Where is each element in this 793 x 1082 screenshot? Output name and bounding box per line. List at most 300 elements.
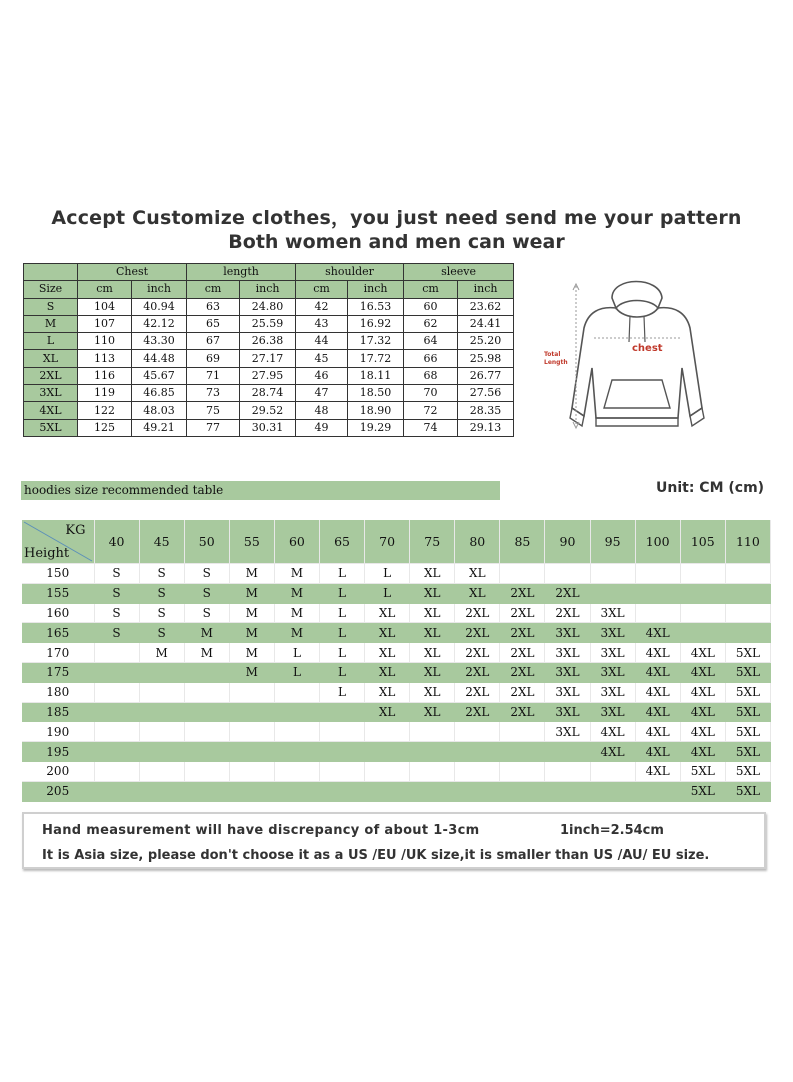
recommended-size-cell: M [229,643,274,663]
note-box [22,812,766,869]
recommended-size-cell: XL [365,643,410,663]
recommended-size-cell: 2XL [545,583,590,603]
recommended-size-cell: 4XL [680,722,725,742]
recommended-size-cell [139,662,184,682]
recommended-size-cell: 4XL [635,623,680,643]
recommended-size-cell: M [139,643,184,663]
weight-header-cell: 45 [139,520,184,564]
recommended-size-cell: 5XL [725,702,770,722]
recommended-size-cell: M [229,564,274,584]
unit-header-cell: inch [240,281,296,298]
recommended-size-cell [319,781,364,801]
recommended-size-cell [635,603,680,623]
recommended-size-cell: XL [455,583,500,603]
recommended-size-cell: M [184,643,229,663]
recommended-size-cell [274,742,319,762]
height-row [22,603,771,623]
recommended-size-cell: M [274,623,319,643]
measurement-cell: 66 [404,350,458,367]
recommended-size-cell: 4XL [635,682,680,702]
recommended-size-cell [274,761,319,781]
recommended-size-cell [410,722,455,742]
measurement-cell: 77 [187,419,240,436]
recommended-size-cell [410,761,455,781]
recommended-size-cell [500,742,545,762]
measurement-cell: 16.53 [348,298,404,315]
inch-conversion-note: 1inch=2.54cm [560,823,664,838]
measurement-cell: 48.03 [132,402,187,419]
weight-header-cell: 80 [455,520,500,564]
recommended-size-cell [365,761,410,781]
group-header-cell: Chest [78,264,187,281]
size-row [24,350,514,367]
left-cuff [570,408,584,426]
recommended-size-cell: 2XL [500,583,545,603]
recommended-size-cell: 4XL [590,722,635,742]
recommended-size-cell: S [139,623,184,643]
size-header-cell: Size [24,281,78,298]
blank-header-cell [24,264,78,281]
recommended-size-cell [725,603,770,623]
recommended-size-cell: 2XL [500,682,545,702]
recommended-size-cell [590,564,635,584]
recommended-size-cell [139,761,184,781]
measurement-cell: 26.38 [240,333,296,350]
recommended-size-cell: M [229,603,274,623]
recommended-size-cell: M [184,623,229,643]
measurement-cell: 45.67 [132,367,187,384]
measurement-discrepancy-note: Hand measurement will have discrepancy of about 1-3cm [42,823,480,838]
recommended-size-cell [139,722,184,742]
measurement-cell: 122 [78,402,132,419]
recommended-size-cell [545,742,590,762]
recommended-size-cell: M [229,662,274,682]
recommended-size-cell: 2XL [500,702,545,722]
hem [596,418,678,426]
measurement-cell: 27.56 [458,385,514,402]
recommended-size-cell [545,761,590,781]
recommended-size-cell [184,742,229,762]
recommended-size-cell: 5XL [725,761,770,781]
height-cell: 190 [22,722,94,742]
height-cell: 185 [22,702,94,722]
measurement-cell: 18.11 [348,367,404,384]
recommended-size-cell [229,761,274,781]
recommended-size-cell [94,781,139,801]
measurement-cell: 29.52 [240,402,296,419]
recommended-size-cell: XL [410,603,455,623]
measurement-cell: 125 [78,419,132,436]
measurement-cell: 18.90 [348,402,404,419]
recommended-size-cell [410,742,455,762]
recommended-size-cell [410,781,455,801]
recommended-size-cell: 4XL [635,702,680,722]
recommended-size-cell: XL [365,603,410,623]
recommended-size-cell [139,682,184,702]
measurement-cell: 45 [296,350,348,367]
right-cuff [690,408,704,426]
recommended-size-cell: 2XL [455,603,500,623]
size-row [24,367,514,384]
measurement-cell: 30.31 [240,419,296,436]
measurement-cell: 68 [404,367,458,384]
height-cell: 170 [22,643,94,663]
recommended-size-cell [680,583,725,603]
measurement-cell: 47 [296,385,348,402]
recommended-size-cell [500,722,545,742]
height-row [22,781,771,801]
recommended-size-cell: L [319,603,364,623]
recommended-size-cell: S [184,564,229,584]
recommended-size-cell: 4XL [635,742,680,762]
recommended-size-cell [500,781,545,801]
recommended-size-cell [139,702,184,722]
height-row [22,623,771,643]
recommended-size-cell: 4XL [680,643,725,663]
recommended-size-cell [274,682,319,702]
recommended-size-cell [229,702,274,722]
recommended-size-cell [455,761,500,781]
recommended-size-cell [680,603,725,623]
recommended-size-cell: XL [410,643,455,663]
measurement-cell: 72 [404,402,458,419]
measurement-cell: 43 [296,315,348,332]
recommended-size-cell: M [229,583,274,603]
recommended-size-cell: S [139,564,184,584]
measurement-cell: 69 [187,350,240,367]
measurement-cell: 25.98 [458,350,514,367]
measurement-cell: 104 [78,298,132,315]
unit-header-cell: inch [348,281,404,298]
recommended-size-cell [635,781,680,801]
recommended-size-cell: 5XL [725,643,770,663]
measurement-cell: 64 [404,333,458,350]
recommended-size-cell: 2XL [455,662,500,682]
recommended-size-cell: 3XL [590,623,635,643]
recommended-size-cell: L [365,583,410,603]
recommended-size-cell: L [319,682,364,702]
recommended-size-cell [319,761,364,781]
size-row [24,419,514,436]
measurement-cell: 25.59 [240,315,296,332]
recommended-size-cell: 2XL [500,623,545,643]
recommended-size-cell [184,722,229,742]
recommended-size-cell [94,761,139,781]
recommended-size-cell [455,781,500,801]
height-row [22,662,771,682]
recommended-size-cell [94,662,139,682]
measurement-cell: 119 [78,385,132,402]
recommended-size-cell: XL [365,623,410,643]
unit-header-cell: cm [296,281,348,298]
recommended-size-cell [365,722,410,742]
recommended-size-cell: 5XL [725,722,770,742]
recommended-size-cell: 2XL [500,603,545,623]
recommended-size-cell: S [139,603,184,623]
height-cell: 205 [22,781,94,801]
size-chart-table [23,263,514,437]
height-cell: 160 [22,603,94,623]
unit-header-row [24,281,514,298]
recommended-size-cell: XL [365,702,410,722]
recommended-size-cell [274,781,319,801]
recommended-size-cell: S [94,564,139,584]
size-row [24,298,514,315]
height-cell: 180 [22,682,94,702]
recommended-size-cell: XL [365,662,410,682]
recommended-size-cell [319,722,364,742]
recommended-size-cell [229,781,274,801]
recommended-size-cell [229,722,274,742]
recommended-size-cell: 4XL [680,682,725,702]
hoodie-diagram [540,268,732,436]
weight-header-cell: 90 [545,520,590,564]
recommended-size-cell: S [184,583,229,603]
weight-header-cell: 105 [680,520,725,564]
measurement-cell: 73 [187,385,240,402]
recommended-size-cell: XL [410,564,455,584]
measurement-cell: 23.62 [458,298,514,315]
measurement-cell: 44.48 [132,350,187,367]
measurement-cell: 27.17 [240,350,296,367]
group-header-cell: length [187,264,296,281]
measurement-cell: 75 [187,402,240,419]
unit-header-cell: inch [132,281,187,298]
recommended-size-cell [455,742,500,762]
recommended-size-cell [139,781,184,801]
measurement-cell: 116 [78,367,132,384]
recommended-size-cell: L [319,623,364,643]
height-axis-label: Height [24,546,70,561]
measurement-cell: 27.95 [240,367,296,384]
recommended-size-cell [229,682,274,702]
recommended-size-cell: XL [365,682,410,702]
size-label-cell: L [24,333,78,350]
hoodie-body-outline [572,308,702,418]
height-cell: 200 [22,761,94,781]
weight-header-cell: 100 [635,520,680,564]
unit-header-cell: cm [187,281,240,298]
weight-header-cell: 110 [725,520,770,564]
recommended-size-cell [545,564,590,584]
recommended-size-cell: 2XL [500,643,545,663]
recommended-size-cell: 5XL [680,761,725,781]
group-header-cell: shoulder [296,264,404,281]
height-cell: 155 [22,583,94,603]
recommended-size-cell [635,564,680,584]
recommended-size-cell: XL [455,564,500,584]
drawstring-left [629,316,630,342]
recommended-size-cell: S [94,623,139,643]
size-label-cell: M [24,315,78,332]
recommended-size-cell [139,742,184,762]
recommended-size-cell: 4XL [635,722,680,742]
recommended-size-cell [545,781,590,801]
measurement-cell: 26.77 [458,367,514,384]
recommended-size-cell: 5XL [725,682,770,702]
weight-header-cell: 75 [410,520,455,564]
recommended-size-cell: M [274,564,319,584]
measurement-cell: 24.41 [458,315,514,332]
recommended-size-cell: XL [410,623,455,643]
recommended-size-cell: S [94,603,139,623]
recommended-size-cell: 3XL [590,682,635,702]
weight-header-cell: 50 [184,520,229,564]
recommended-size-cell: L [274,643,319,663]
size-row [24,333,514,350]
recommended-size-cell [365,781,410,801]
recommended-size-cell: 3XL [545,623,590,643]
recommended-size-cell [635,583,680,603]
recommended-size-cell: 5XL [680,781,725,801]
measurement-cell: 46.85 [132,385,187,402]
headline-unisex: Both women and men can wear [228,231,565,253]
weight-header-row [22,520,771,564]
recommended-size-cell: M [274,603,319,623]
recommended-size-cell: 3XL [590,603,635,623]
size-label-cell: 3XL [24,385,78,402]
recommended-size-cell: XL [410,702,455,722]
recommended-size-cell [94,643,139,663]
front-pocket [604,380,670,408]
weight-axis-label: KG [65,523,86,538]
weight-header-cell: 60 [274,520,319,564]
recommended-size-cell [94,742,139,762]
measurement-cell: 43.30 [132,333,187,350]
recommended-size-cell: 4XL [635,662,680,682]
recommended-size-cell: M [274,583,319,603]
measurement-cell: 28.74 [240,385,296,402]
recommended-size-cell: 3XL [590,702,635,722]
height-row [22,643,771,663]
measurement-cell: 60 [404,298,458,315]
height-row [22,722,771,742]
recommended-size-cell: 2XL [455,702,500,722]
length-label: Length [544,359,568,366]
height-cell: 150 [22,564,94,584]
measurement-cell: 16.92 [348,315,404,332]
height-row [22,742,771,762]
recommended-size-cell: 3XL [545,662,590,682]
measurement-cell: 40.94 [132,298,187,315]
measurement-cell: 49 [296,419,348,436]
recommended-size-cell: XL [410,583,455,603]
size-label-cell: 2XL [24,367,78,384]
hood-outline [612,282,662,309]
recommended-size-cell: 5XL [725,781,770,801]
recommended-size-cell [274,722,319,742]
recommended-size-cell: 2XL [455,643,500,663]
recommended-size-cell: 2XL [500,662,545,682]
recommended-size-cell [184,682,229,702]
size-label-cell: XL [24,350,78,367]
unit-label: Unit: CM (cm) [656,480,765,496]
size-row [24,385,514,402]
recommended-size-cell: 3XL [545,643,590,663]
asia-size-warning: It is Asia size, please don't choose it as a US /EU /UK size,it is smaller than US /AU/ EU size. [42,848,710,863]
recommended-size-cell [94,682,139,702]
recommended-size-cell: L [365,564,410,584]
measurement-cell: 25.20 [458,333,514,350]
height-row [22,702,771,722]
recommended-size-cell: 4XL [590,742,635,762]
recommended-size-cell: 4XL [635,761,680,781]
recommended-size-cell: XL [410,662,455,682]
recommended-size-cell: 3XL [545,682,590,702]
measurement-cell: 65 [187,315,240,332]
weight-header-cell: 70 [365,520,410,564]
height-row [22,682,771,702]
size-row [24,315,514,332]
recommended-size-cell [94,722,139,742]
weight-header-cell: 65 [319,520,364,564]
recommended-size-cell: L [319,583,364,603]
recommended-size-cell: 2XL [545,603,590,623]
height-row [22,564,771,584]
recommended-size-cell [229,742,274,762]
chest-label: chest [632,343,663,354]
measurement-cell: 67 [187,333,240,350]
measurement-cell: 48 [296,402,348,419]
measurement-cell: 113 [78,350,132,367]
recommended-size-cell [184,702,229,722]
recommended-table-banner: hoodies size recommended table [21,481,500,500]
measurement-cell: 63 [187,298,240,315]
recommended-size-cell: 4XL [680,702,725,722]
height-cell: 165 [22,623,94,643]
measurement-cell: 49.21 [132,419,187,436]
height-cell: 195 [22,742,94,762]
size-label-cell: 5XL [24,419,78,436]
measurement-cell: 46 [296,367,348,384]
recommended-size-cell: 3XL [545,722,590,742]
corner-cell [22,520,94,564]
recommended-size-cell [184,781,229,801]
measurement-cell: 17.32 [348,333,404,350]
height-row [22,583,771,603]
recommended-size-cell: 5XL [725,662,770,682]
recommended-size-cell [590,583,635,603]
recommended-size-cell: 5XL [725,742,770,762]
size-row [24,402,514,419]
recommended-size-cell [590,761,635,781]
recommended-size-cell [365,742,410,762]
size-label-cell: S [24,298,78,315]
recommended-size-cell: S [139,583,184,603]
recommended-size-cell: M [229,623,274,643]
weight-header-cell: 95 [590,520,635,564]
unit-header-cell: cm [404,281,458,298]
measurement-cell: 62 [404,315,458,332]
recommended-size-cell: S [184,603,229,623]
recommended-size-cell [500,761,545,781]
measurement-cell: 19.29 [348,419,404,436]
recommended-size-cell: 4XL [680,742,725,762]
measurement-cell: 42.12 [132,315,187,332]
weight-header-cell: 40 [94,520,139,564]
recommended-size-table [22,520,771,802]
recommended-size-cell [455,722,500,742]
size-label-cell: 4XL [24,402,78,419]
recommended-size-cell [680,564,725,584]
measurement-cell: 29.13 [458,419,514,436]
recommended-size-cell: 3XL [590,662,635,682]
weight-header-cell: 55 [229,520,274,564]
recommended-size-cell: 3XL [545,702,590,722]
recommended-size-cell: 4XL [680,662,725,682]
recommended-size-cell: 2XL [455,682,500,702]
recommended-size-cell [319,702,364,722]
